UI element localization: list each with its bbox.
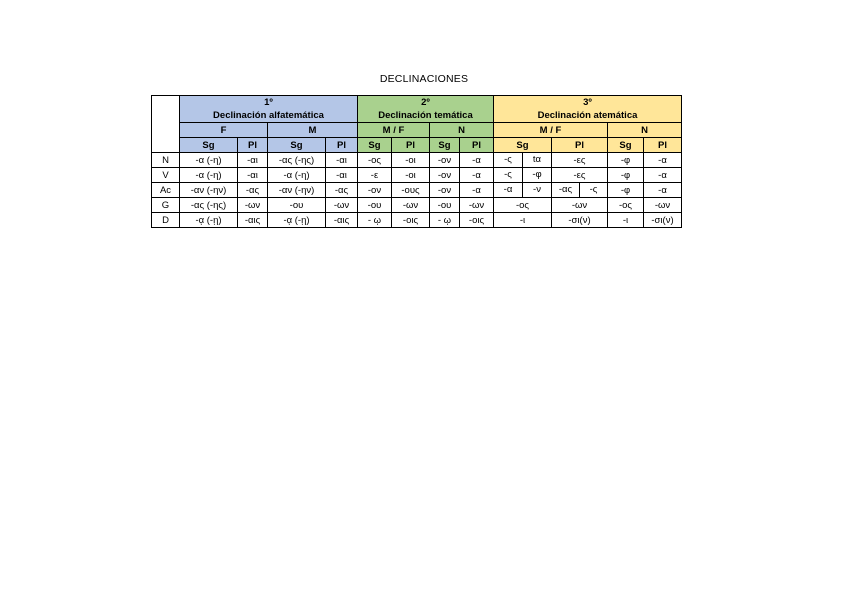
ending-cell: -α [460, 168, 494, 183]
table-row [152, 168, 682, 183]
ending-cell: -ς -φ [494, 168, 552, 183]
ending-cell: -ων [552, 198, 608, 213]
ending-cell: -ος [608, 198, 644, 213]
ending-cell: - ῳ [358, 213, 392, 228]
ending-cell: -ον [430, 183, 460, 198]
case-label: Ac [152, 183, 180, 198]
ending-cell: -ων [392, 198, 430, 213]
ending-cell: -ων [238, 198, 268, 213]
number-cell: Sg [608, 138, 644, 153]
case-label: D [152, 213, 180, 228]
ending-cell: -σι(ν) [644, 213, 682, 228]
table-row [152, 198, 682, 213]
ending-cell: -αις [326, 213, 358, 228]
ending-cell: -αις [238, 213, 268, 228]
number-cell: Sg [268, 138, 326, 153]
ending-cell: -ᾳ (-ῃ) [180, 213, 238, 228]
ending-cell: -ων [460, 198, 494, 213]
ending-cell: -ᾳ (-ῃ) [268, 213, 326, 228]
ending-cell: -α [644, 168, 682, 183]
number-cell: Sg [494, 138, 552, 153]
ending-cell: -οι [392, 153, 430, 168]
number-cell: Pl [326, 138, 358, 153]
ending-cell: -ος [358, 153, 392, 168]
ending-cell: -ας [326, 183, 358, 198]
ending-cell: -ας (-ης) [180, 198, 238, 213]
number-cell: Sg [358, 138, 392, 153]
ending-cell: -ι [608, 213, 644, 228]
declension-table [151, 95, 682, 228]
ending-cell: -φ [608, 153, 644, 168]
gender-cell: M / F [494, 123, 608, 138]
ending-cell: -σι(ν) [552, 213, 608, 228]
ending-cell: -ων [326, 198, 358, 213]
gender-cell: M / F [358, 123, 430, 138]
ending-cell: -αι [326, 153, 358, 168]
ending-cell: -α [644, 153, 682, 168]
group-header-3: 3º Declinación atemática [494, 96, 682, 123]
ending-cell: -α [644, 183, 682, 198]
page-title: DECLINACIONES [379, 73, 469, 85]
table-row [152, 153, 682, 168]
ending-cell: -ας (-ης) [268, 153, 326, 168]
ending-cell: -ος [494, 198, 552, 213]
case-label: N [152, 153, 180, 168]
ending-cell: - ῳ [430, 213, 460, 228]
ending-cell: -ους [392, 183, 430, 198]
ending-cell: -αι [238, 153, 268, 168]
gender-cell: N [608, 123, 682, 138]
gender-cell: N [430, 123, 494, 138]
ending-cell: -α (-η) [180, 153, 238, 168]
number-cell: Pl [552, 138, 608, 153]
case-label: V [152, 168, 180, 183]
ending-cell: -ας [238, 183, 268, 198]
ending-cell: -α [460, 183, 494, 198]
ending-cell: -ου [430, 198, 460, 213]
ending-cell: -α (-η) [268, 168, 326, 183]
ending-cell: -ι [494, 213, 552, 228]
ending-cell: -ον [358, 183, 392, 198]
gender-cell: M [268, 123, 358, 138]
table-row [152, 213, 682, 228]
ending-cell: -οις [392, 213, 430, 228]
ending-cell: -αν (-ην) [268, 183, 326, 198]
group-header-row [152, 96, 682, 123]
ending-cell: -φ [608, 168, 644, 183]
ending-cell: -ον [430, 153, 460, 168]
gender-row [152, 123, 682, 138]
ending-cell: -ου [268, 198, 326, 213]
group-header-1: 1º Declinación alfatemática [180, 96, 358, 123]
ending-cell: -αι [326, 168, 358, 183]
number-cell: Pl [460, 138, 494, 153]
ending-cell: -φ [608, 183, 644, 198]
ending-cell: -ου [358, 198, 392, 213]
ending-cell: -ες [552, 153, 608, 168]
gender-cell: F [180, 123, 268, 138]
ending-cell: -αι [238, 168, 268, 183]
case-label: G [152, 198, 180, 213]
ending-cell: -οις [460, 213, 494, 228]
number-cell: Sg [430, 138, 460, 153]
ending-cell: -ε [358, 168, 392, 183]
table-row [152, 183, 682, 198]
ending-cell: -οι [392, 168, 430, 183]
group-header-2: 2º Declinación temática [358, 96, 494, 123]
number-cell: Sg [180, 138, 238, 153]
corner-cell [152, 96, 180, 153]
ending-cell: -ες [552, 168, 608, 183]
number-cell: Pl [644, 138, 682, 153]
number-cell: Pl [392, 138, 430, 153]
ending-cell: -ον [430, 168, 460, 183]
ending-cell: -ας -ς [552, 183, 608, 198]
number-row [152, 138, 682, 153]
ending-cell: -α -ν [494, 183, 552, 198]
number-cell: Pl [238, 138, 268, 153]
ending-cell: -α (-η) [180, 168, 238, 183]
ending-cell: -α [460, 153, 494, 168]
ending-cell: -ων [644, 198, 682, 213]
ending-cell: -αν (-ην) [180, 183, 238, 198]
ending-cell: -ς tα [494, 153, 552, 168]
